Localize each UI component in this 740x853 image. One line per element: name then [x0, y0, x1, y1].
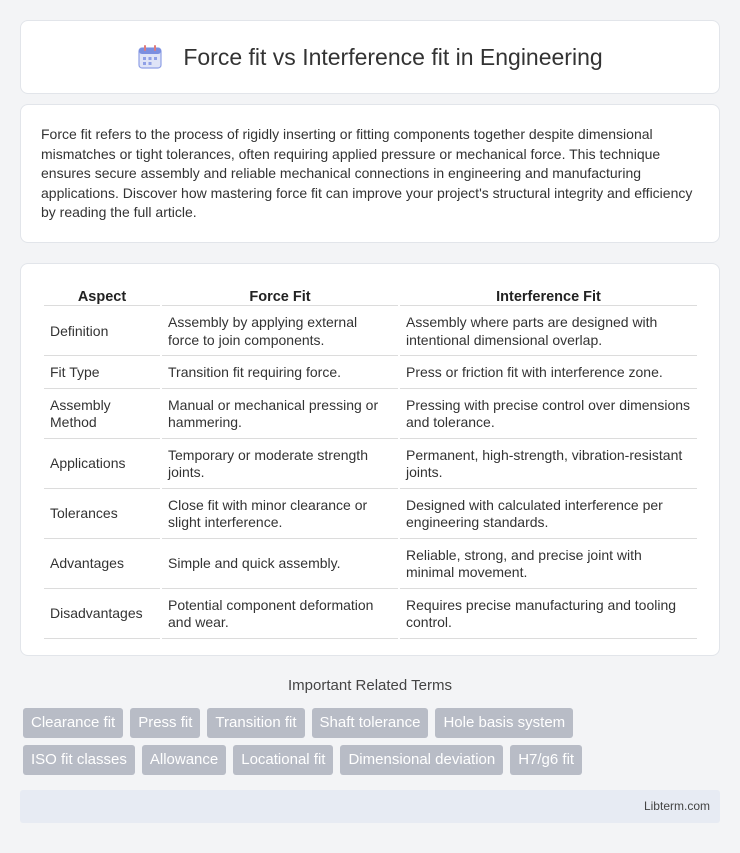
- tag-allowance[interactable]: Allowance: [142, 745, 226, 775]
- header-aspect: Aspect: [44, 286, 160, 306]
- page-title: Force fit vs Interference fit in Engineering: [183, 43, 603, 70]
- tag-h7-g6-fit[interactable]: H7/g6 fit: [510, 745, 582, 775]
- tag-row: [23, 708, 723, 738]
- table-cell: Assembly where parts are designed with intentional dimensional overlap.: [400, 308, 697, 356]
- table-cell: Transition fit requiring force.: [162, 358, 398, 389]
- tag-hole-basis-system[interactable]: Hole basis system: [435, 708, 573, 738]
- table-row: [44, 541, 697, 589]
- table-cell: Close fit with minor clearance or slight interference.: [162, 491, 398, 539]
- tag-row: [23, 745, 723, 775]
- tag-locational-fit[interactable]: Locational fit: [233, 745, 333, 775]
- intro-card: [20, 104, 720, 243]
- table-row: [44, 491, 697, 539]
- table-cell: Tolerances: [44, 491, 160, 539]
- table-cell: Pressing with precise control over dimensions and tolerance.: [400, 391, 697, 439]
- tag-press-fit[interactable]: Press fit: [130, 708, 200, 738]
- related-terms-tags: [23, 708, 723, 782]
- footer-site-link[interactable]: Libterm.com: [643, 799, 710, 813]
- table-cell: Requires precise manufacturing and tooling control.: [400, 591, 697, 639]
- table-header-row: [44, 286, 697, 306]
- comparison-table: [42, 284, 699, 641]
- table-row: [44, 591, 697, 639]
- table-cell: Press or friction fit with interference zone.: [400, 358, 697, 389]
- table-cell: Reliable, strong, and precise joint with minimal movement.: [400, 541, 697, 589]
- header-force-fit: Force Fit: [162, 286, 398, 306]
- title-card: [20, 20, 720, 94]
- table-cell: Temporary or moderate strength joints.: [162, 441, 398, 489]
- table-row: [44, 308, 697, 356]
- tag-transition-fit[interactable]: Transition fit: [207, 708, 304, 738]
- related-terms-title: Important Related Terms: [288, 677, 452, 694]
- header-interference-fit: Interference Fit: [400, 286, 697, 306]
- intro-text: Force fit refers to the process of rigidly inserting or fitting components together despite dimensional mismatches or tight tolerances, often requiring applied pressure or mechanical force. This technique ensures secure assembly and reliable mechanical connections in engineering and manufacturing applications. Discover how mastering force fit can improve your project's structural integrity and efficiency by reading the full article.: [41, 126, 693, 220]
- tag-dimensional-deviation[interactable]: Dimensional deviation: [340, 745, 503, 775]
- comparison-table-card: [20, 263, 720, 656]
- table-row: [44, 391, 697, 439]
- table-cell: Permanent, high-strength, vibration-resistant joints.: [400, 441, 697, 489]
- table-cell: Simple and quick assembly.: [162, 541, 398, 589]
- table-row: [44, 441, 697, 489]
- table-cell: Manual or mechanical pressing or hammering.: [162, 391, 398, 439]
- table-cell: Assembly Method: [44, 391, 160, 439]
- table-cell: Assembly by applying external force to join components.: [162, 308, 398, 356]
- table-cell: Fit Type: [44, 358, 160, 389]
- tag-iso-fit-classes[interactable]: ISO fit classes: [23, 745, 135, 775]
- footer: [20, 790, 720, 823]
- tag-clearance-fit[interactable]: Clearance fit: [23, 708, 123, 738]
- calendar-icon: [137, 44, 163, 70]
- table-cell: Applications: [44, 441, 160, 489]
- table-cell: Advantages: [44, 541, 160, 589]
- tag-shaft-tolerance[interactable]: Shaft tolerance: [312, 708, 429, 738]
- table-cell: Potential component deformation and wear.: [162, 591, 398, 639]
- table-cell: Disadvantages: [44, 591, 160, 639]
- table-cell: Designed with calculated interference per engineering standards.: [400, 491, 697, 539]
- table-cell: Definition: [44, 308, 160, 356]
- table-row: [44, 358, 697, 389]
